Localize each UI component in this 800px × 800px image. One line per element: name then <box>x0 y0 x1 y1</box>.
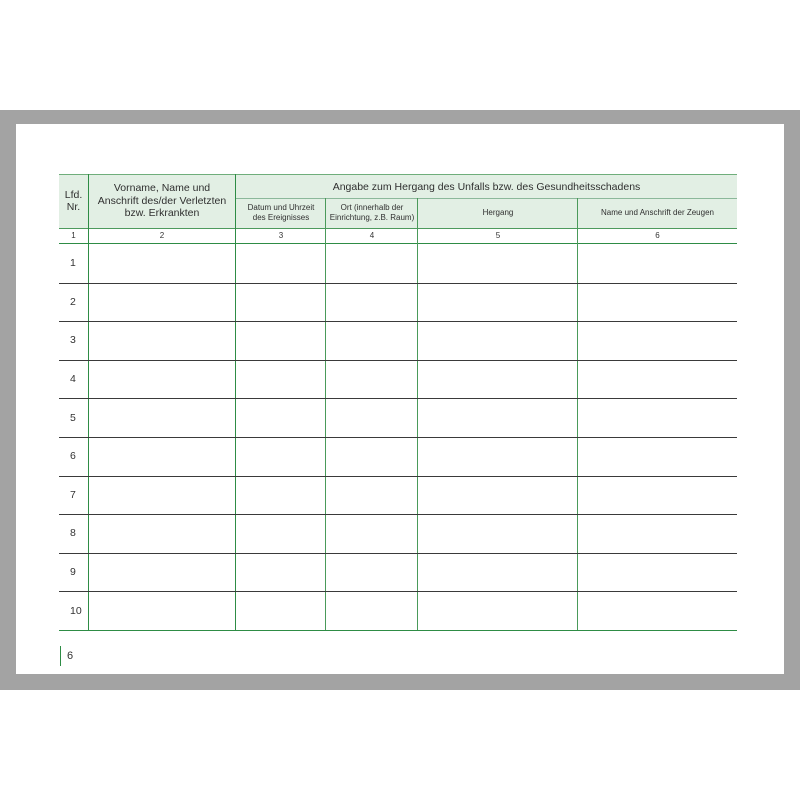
row-rule <box>59 283 737 284</box>
column-number-3: 3 <box>278 231 284 240</box>
row-number: 8 <box>70 527 76 540</box>
column-number-2: 2 <box>159 231 165 240</box>
row-rule <box>59 437 737 438</box>
row-number: 7 <box>70 488 76 501</box>
header-name-address: Vorname, Name und Anschrift des/der Verletzten bzw. Erkrankten <box>97 182 227 220</box>
row-rule <box>59 514 737 515</box>
header-ort: Ort (innerhalb der Einrichtung, z.B. Raum) <box>329 203 415 222</box>
column-number-5: 5 <box>495 231 501 240</box>
row-rule <box>59 398 737 399</box>
column-divider-3 <box>325 198 326 630</box>
row-rule <box>59 591 737 592</box>
page-number: 6 <box>60 646 73 666</box>
row-number: 3 <box>70 334 76 347</box>
row-number: 4 <box>70 373 76 386</box>
row-number: 10 <box>70 604 82 617</box>
header-hergang: Hergang <box>482 208 514 217</box>
column-divider-1 <box>88 174 89 630</box>
row-number: 9 <box>70 566 76 579</box>
column-number-4: 4 <box>369 231 375 240</box>
row-rule <box>59 321 737 322</box>
header-lfd-nr: Lfd. Nr. <box>64 188 83 213</box>
row-number: 6 <box>70 450 76 463</box>
header-zeugen: Name und Anschrift der Zeugen <box>601 208 714 217</box>
row-number: 2 <box>70 295 76 308</box>
column-divider-5 <box>577 198 578 630</box>
row-rule <box>59 553 737 554</box>
accident-log-table <box>59 174 737 630</box>
row-rule <box>59 476 737 477</box>
row-number: 1 <box>70 257 76 270</box>
column-number-6: 6 <box>655 231 660 240</box>
column-divider-4 <box>417 198 418 630</box>
header-group-title: Angabe zum Hergang des Unfalls bzw. des Gesundheitsschadens <box>332 180 641 193</box>
column-number-1: 1 <box>71 231 76 240</box>
row-rule <box>59 360 737 361</box>
header-datum-uhrzeit: Datum und Uhrzeit des Ereignisses <box>247 203 315 222</box>
row-rule <box>59 630 737 631</box>
row-number: 5 <box>70 411 76 424</box>
column-divider-2 <box>235 174 236 630</box>
group-divider <box>236 198 737 199</box>
